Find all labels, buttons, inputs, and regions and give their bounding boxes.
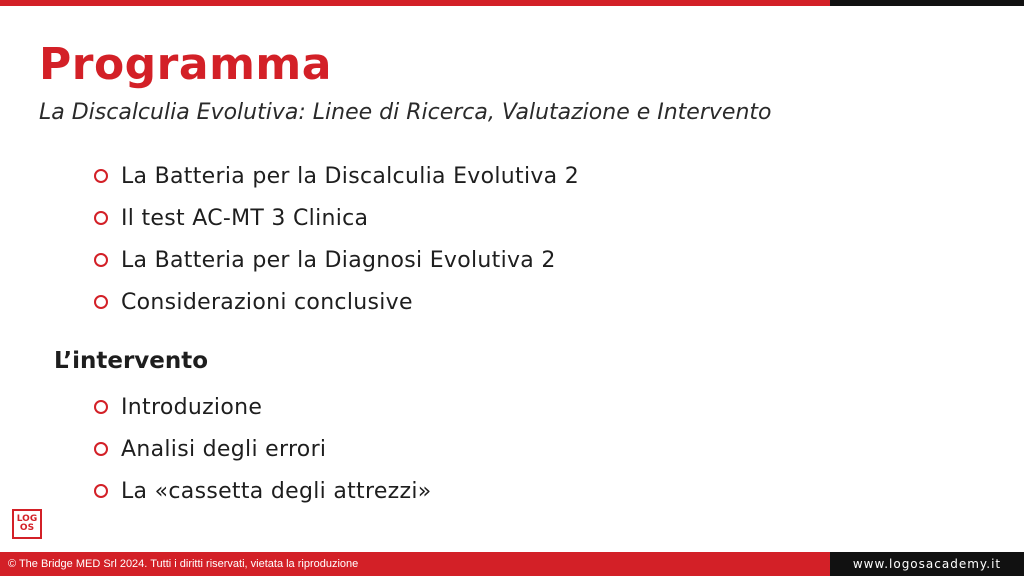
circle-bullet-icon — [94, 400, 108, 414]
list-item-label: Analisi degli errori — [121, 436, 327, 462]
list-item — [94, 470, 432, 512]
circle-bullet-icon — [94, 211, 108, 225]
footer-website — [830, 552, 1024, 576]
list-item-label: La Batteria per la Diagnosi Evolutiva 2 — [121, 247, 556, 273]
circle-bullet-icon — [94, 484, 108, 498]
top-dark-bar — [830, 0, 1024, 6]
list-item-label: La Batteria per la Discalculia Evolutiva 2 — [121, 163, 580, 189]
top-accent-bar — [0, 0, 830, 6]
logo-text-line1: LOG — [16, 514, 38, 524]
slide-title: Programma — [39, 39, 332, 90]
copyright-text: © The Bridge MED Srl 2024. Tutti i diritti riservati, vietata la riproduzione — [8, 558, 359, 570]
list-item — [94, 386, 432, 428]
circle-bullet-icon — [94, 442, 108, 456]
list-item-label: La «cassetta degli attrezzi» — [121, 478, 432, 504]
list-item-label: Considerazioni conclusive — [121, 289, 413, 315]
list-item-label: Il test AC-MT 3 Clinica — [121, 205, 369, 231]
logos-logo — [12, 509, 42, 539]
circle-bullet-icon — [94, 169, 108, 183]
list-item — [94, 428, 432, 470]
slide-subtitle: La Discalculia Evolutiva: Linee di Ricerca, Valutazione e Intervento — [39, 100, 772, 125]
program-list — [94, 155, 579, 323]
website-text: www.logosacademy.it — [852, 557, 1002, 571]
list-item-label: Introduzione — [121, 394, 263, 420]
logo-text-line2: OS — [19, 523, 35, 533]
list-item — [94, 239, 579, 281]
list-item — [94, 281, 579, 323]
footer-copyright — [0, 552, 830, 576]
section-heading: L’intervento — [54, 348, 209, 374]
circle-bullet-icon — [94, 253, 108, 267]
list-item — [94, 197, 579, 239]
intervention-list — [94, 386, 432, 512]
circle-bullet-icon — [94, 295, 108, 309]
list-item — [94, 155, 579, 197]
